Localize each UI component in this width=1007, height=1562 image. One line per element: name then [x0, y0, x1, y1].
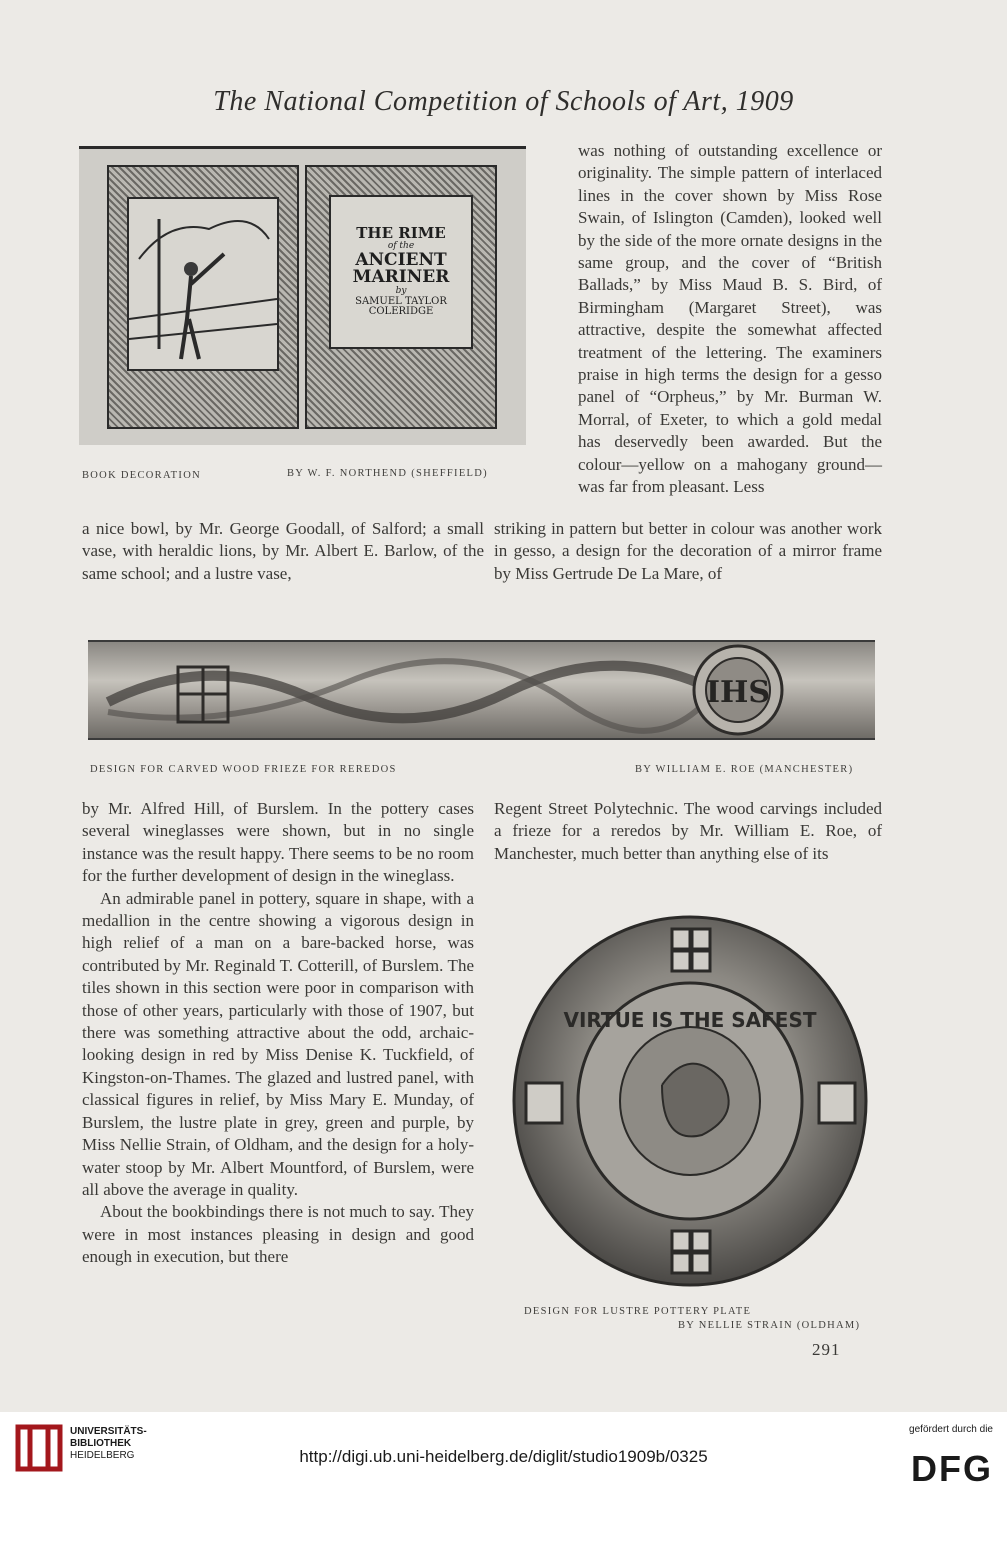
paragraph: An admirable panel in pottery, square in shape, with a medallion in the centre showing a vigorous design in high relief of a man on a bare-backed horse, was contributed by Mr. Reginald T. Cotterill, of Burslem. The tiles shown in this section were poor in comparison with those of other years, particularly with those of 1907, but there was something attractive about the odd, archaic-looking design in red by Miss Denise K. Tuckfield, of Kingston-on-Thames. The glazed and lustred panel, with classical figures in relief, by Miss Mary E. Munday, of Burslem, the lustre plate in grey, green and purple, by Miss Nellie Strain, of Oldham, and the design for a holy-water stoop by Mr. Albert Mountford, of Burslem, were all above the average in quality. — [82, 888, 474, 1199]
plate-caption-line2: BY NELLIE STRAIN (OLDHAM) — [678, 1320, 861, 1331]
dfg-logo: DFG — [911, 1448, 993, 1489]
text-left-bottom — [82, 798, 474, 1269]
running-head: The National Competition of Schools of Art, 1909 — [213, 86, 794, 117]
carved-frieze-illustration — [88, 640, 875, 740]
frieze-caption-left: DESIGN FOR CARVED WOOD FRIEZE FOR REREDOS — [90, 764, 397, 775]
paragraph: a nice bowl, by Mr. George Goodall, of Salford; a small vase, with heraldic lions, by Mr. Albert E. Barlow, of the same school; and a lustre vase, — [82, 519, 484, 583]
library-line-2: BIBLIOTHEK — [70, 1438, 132, 1449]
frieze-monogram: IHS — [705, 675, 771, 710]
lustre-plate-drawing — [512, 915, 869, 1287]
page-number: 291 — [812, 1340, 841, 1359]
funded-by-text: gefördert durch die — [909, 1424, 993, 1435]
footer-band — [0, 1412, 1007, 1562]
lustre-plate-illustration — [512, 915, 869, 1287]
text-left-mid — [82, 518, 484, 585]
plate-caption-line1: DESIGN FOR LUSTRE POTTERY PLATE — [524, 1306, 752, 1317]
plate-rim-text: VIRTUE IS THE SAFEST — [563, 1008, 817, 1032]
book-caption-right: BY W. F. NORTHEND (SHEFFIELD) — [287, 468, 488, 479]
library-line-3: HEIDELBERG — [70, 1450, 135, 1461]
frieze-caption-right: BY WILLIAM E. ROE (MANCHESTER) — [635, 764, 854, 775]
book-title-line-1: THE RIME — [356, 224, 446, 243]
mariner-figure-drawing — [129, 199, 277, 369]
paragraph: About the bookbindings there is not much to say. They were in most instances pleasing in design and good enough in execution, but there — [82, 1202, 474, 1267]
paragraph: striking in pattern but better in colour was another work in gesso, a design for the decoration of a mirror frame by Miss Gertrude De La Mare, of — [494, 519, 882, 583]
book-title-line-5: SAMUEL TAYLOR COLERIDGE — [355, 295, 447, 318]
book-title-line-2: of the — [387, 241, 415, 252]
book-decoration-illustration — [79, 146, 526, 445]
book-title-panel — [305, 165, 497, 429]
text-right-bottom — [494, 798, 882, 865]
book-title-line-3: ANCIENT MARINER — [352, 249, 450, 288]
book-frontispiece-panel — [107, 165, 299, 429]
source-url-link[interactable]: http://digi.ub.uni-heidelberg.de/diglit/studio1909b/0325 — [299, 1447, 708, 1466]
library-line-1: UNIVERSITÄTS- — [70, 1426, 147, 1437]
text-right-top — [578, 140, 882, 499]
paragraph: was nothing of outstanding excellence or originality. The simple pattern of interlaced lines in the cover shown by Miss Rose Swain, of Islington (Camden), looked well by the side of the more ornate designs in the same group, and the cover of “British Ballads,” by Miss Maud B. S. Bird, of Birmingham (Margaret Street), was attractive, despite the somewhat affected treatment of the lettering. The examiners praise in high terms the design for a gesso panel of “Orpheus,” by Mr. Burman W. Morral, of Exeter, to which a gold medal has deservedly been awarded. But the colour—yellow on a mahogany ground—was far from pleasant. Less — [578, 141, 882, 497]
book-caption-left: BOOK DECORATION — [82, 470, 201, 481]
book-title-block — [329, 195, 473, 349]
paragraph: by Mr. Alfred Hill, of Burslem. In the pottery cases several wineglasses were shown, but in no single instance was the result happy. There seems to be no room for the further development of design in the wineglass. — [82, 799, 474, 886]
frieze-carving-drawing — [88, 642, 875, 738]
mariner-scene — [127, 197, 279, 371]
paragraph: Regent Street Polytechnic. The wood carvings included a frieze for a reredos by Mr. William E. Roe, of Manchester, much better than anything else of its — [494, 799, 882, 863]
text-right-mid — [494, 518, 882, 585]
book-title-line-4: by — [395, 286, 407, 297]
